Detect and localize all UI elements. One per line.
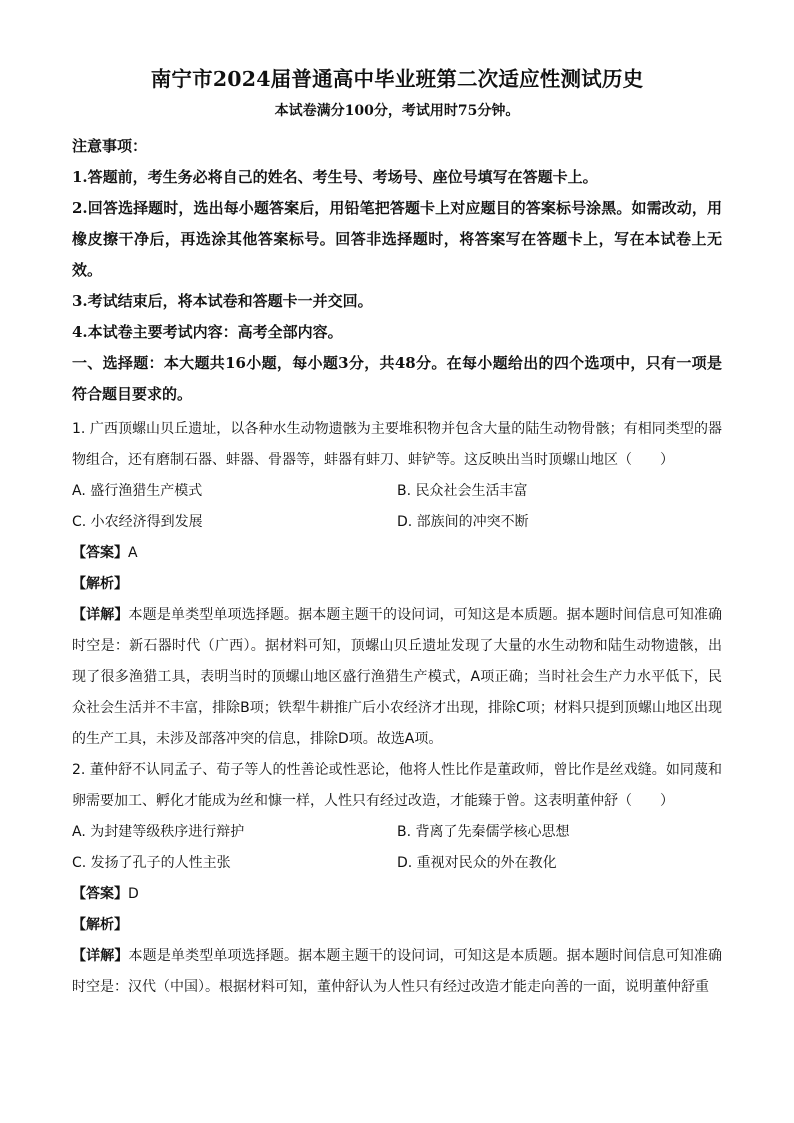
question-stem: 2. 董仲舒不认同孟子、荀子等人的性善论或性恶论，他将人性比作是董政师，曾比作是丝戏缝。如同蔑和卵需要加工、孵化才能成为丝和慷一样，人性只有经过改造，才能臻于曾。这表明董仲舒（ ） (72, 762, 722, 809)
option-c: C. 发扬了孔子的人性主张 (72, 855, 231, 871)
notice-item: 1.答题前，考生务必将自己的姓名、考生号、考场号、座位号填写在答题卡上。 (72, 168, 598, 186)
notice-item: 4.本试卷主要考试内容：高考全部内容。 (72, 323, 343, 341)
answer-tag: 【答案】 (72, 886, 128, 902)
analysis-line (72, 910, 722, 941)
detail-text: 本题是单类型单项选择题。据本题主题干的设问词，可知这是本质题。据本题时间信息可知准确时空是：新石器时代（广西）。据材料可知，顶螺山贝丘遗址发现了大量的水生动物和陆生动物遗骸，出现了很多渔猎工具，表明当时的顶螺山地区盛行渔猎生产模式，A项正确；当时社会生产力水平低下，民众社会生活并不丰富，排除B项；铁犁牛耕推广后小农经济才出现，排除C项；材料只提到顶螺山地区出现的生产工具，未涉及部落冲突的信息，排除D项。故选A项。 (72, 607, 723, 747)
answer-tag: 【答案】 (72, 545, 128, 561)
notice-heading: 注意事项： (72, 137, 148, 155)
options-grid (72, 476, 722, 538)
notice-item: 2.回答选择题时，选出每小题答案后，用铅笔把答题卡上对应题目的答案标号涂黑。如需改动，用橡皮擦干净后，再选涂其他答案标号。回答非选择题时，将答案写在答题卡上，写在本试卷上无效。 (72, 199, 722, 279)
answer-value: D (128, 886, 139, 902)
detail-text: 本题是单类型单项选择题。据本题主题干的设问词，可知这是本质题。据本题时间信息可知准确时空是：汉代（中国）。根据材料可知，董仲舒认为人性只有经过改造才能走向善的一面，说明董仲舒重 (72, 948, 723, 995)
detail-paragraph (72, 941, 722, 1003)
option-a: A. 为封建等级秩序进行辩护 (72, 824, 245, 840)
option-d: D. 重视对民众的外在教化 (397, 855, 557, 871)
exam-subtitle: 本试卷满分100分，考试用时75分钟。 (274, 103, 520, 119)
option-a: A. 盛行渔猎生产模式 (72, 483, 203, 499)
analysis-tag: 【解析】 (72, 917, 128, 933)
section-heading: 一、选择题：本大题共16小题，每小题3分，共48分。在每小题给出的四个选项中，只有一项是符合题目要求的。 (72, 354, 722, 403)
option-b: B. 背离了先秦儒学核心思想 (397, 824, 570, 840)
detail-tag: 【详解】 (72, 948, 129, 964)
question-stem: 1. 广西顶螺山贝丘遗址，以各种水生动物遗骸为主要堆积物并包含大量的陆生动物骨骸；有相同类型的器物组合，还有磨制石器、蚌器、骨器等，蚌器有蚌刀、蚌铲等。这反映出当时顶螺山地区（ ） (72, 421, 722, 468)
detail-paragraph (72, 600, 722, 755)
exam-page (72, 62, 722, 1003)
answer-line (72, 538, 722, 569)
option-d: D. 部族间的冲突不断 (397, 514, 529, 530)
options-grid (72, 817, 722, 879)
exam-title: 南宁市2024届普通高中毕业班第二次适应性测试历史 (150, 67, 644, 91)
answer-value: A (128, 545, 138, 561)
analysis-tag: 【解析】 (72, 576, 128, 592)
question-1 (72, 414, 722, 755)
option-c: C. 小农经济得到发展 (72, 514, 203, 530)
detail-tag: 【详解】 (72, 607, 129, 623)
notice-item: 3.考试结束后，将本试卷和答题卡一并交回。 (72, 292, 373, 310)
notice-block (72, 131, 722, 348)
question-2 (72, 755, 722, 1003)
answer-line (72, 879, 722, 910)
option-b: B. 民众社会生活丰富 (397, 483, 528, 499)
analysis-line (72, 569, 722, 600)
